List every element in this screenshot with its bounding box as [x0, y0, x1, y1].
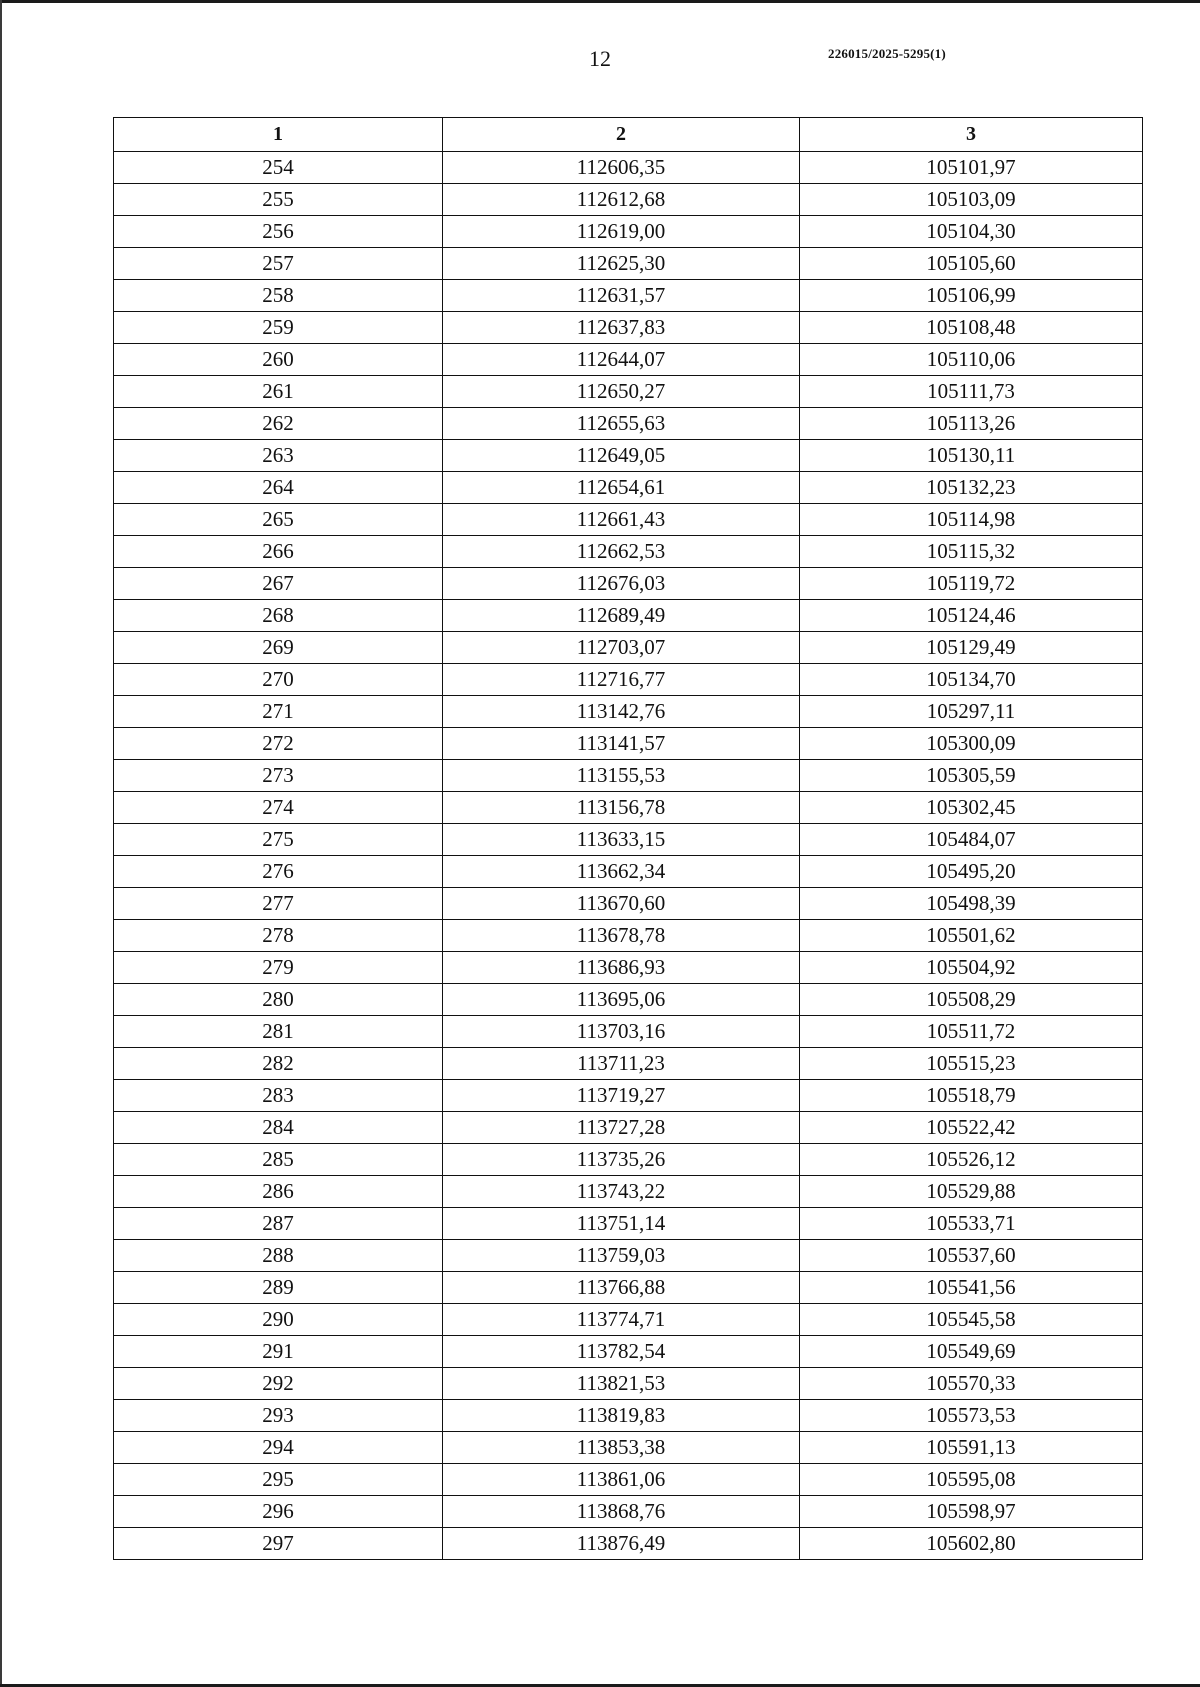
- coordinate-y-cell: 105113,26: [800, 408, 1143, 440]
- coordinate-x-cell: 112655,63: [443, 408, 800, 440]
- coordinate-x-cell: 112654,61: [443, 472, 800, 504]
- coordinate-y-cell: 105132,23: [800, 472, 1143, 504]
- coordinate-x-cell: 113735,26: [443, 1144, 800, 1176]
- point-number-cell: 260: [114, 344, 443, 376]
- coordinate-x-cell: 113861,06: [443, 1464, 800, 1496]
- point-number-cell: 293: [114, 1400, 443, 1432]
- table-row: [114, 1112, 1143, 1144]
- coordinate-x-cell: 113782,54: [443, 1336, 800, 1368]
- coordinate-x-cell: 113876,49: [443, 1528, 800, 1560]
- coordinate-y-cell: 105297,11: [800, 696, 1143, 728]
- coordinate-y-cell: 105570,33: [800, 1368, 1143, 1400]
- coordinate-x-cell: 112606,35: [443, 152, 800, 184]
- coordinate-y-cell: 105522,42: [800, 1112, 1143, 1144]
- table-row: [114, 600, 1143, 632]
- table-row: [114, 1048, 1143, 1080]
- table-row: [114, 280, 1143, 312]
- table-row: [114, 792, 1143, 824]
- page-number: 12: [589, 46, 611, 71]
- table-row: [114, 504, 1143, 536]
- coordinate-y-cell: 105573,53: [800, 1400, 1143, 1432]
- coordinates-table: [113, 117, 1143, 1560]
- table-row: [114, 376, 1143, 408]
- coordinate-y-cell: 105484,07: [800, 824, 1143, 856]
- coordinate-y-cell: 105511,72: [800, 1016, 1143, 1048]
- table-row: [114, 1272, 1143, 1304]
- point-number-cell: 287: [114, 1208, 443, 1240]
- point-number-cell: 275: [114, 824, 443, 856]
- point-number-cell: 295: [114, 1464, 443, 1496]
- point-number-cell: 265: [114, 504, 443, 536]
- coordinate-x-cell: 113662,34: [443, 856, 800, 888]
- coordinate-y-cell: 105114,98: [800, 504, 1143, 536]
- coordinate-y-cell: 105111,73: [800, 376, 1143, 408]
- point-number-cell: 254: [114, 152, 443, 184]
- coordinate-y-cell: 105602,80: [800, 1528, 1143, 1560]
- point-number-cell: 282: [114, 1048, 443, 1080]
- point-number-cell: 268: [114, 600, 443, 632]
- coordinate-y-cell: 105300,09: [800, 728, 1143, 760]
- point-number-cell: 261: [114, 376, 443, 408]
- coordinate-y-cell: 105115,32: [800, 536, 1143, 568]
- coordinate-y-cell: 105545,58: [800, 1304, 1143, 1336]
- table-row: [114, 632, 1143, 664]
- table-row: [114, 568, 1143, 600]
- point-number-cell: 292: [114, 1368, 443, 1400]
- coordinate-y-cell: 105504,92: [800, 952, 1143, 984]
- document-code: 226015/2025-5295(1): [828, 46, 946, 61]
- table-row: [114, 1080, 1143, 1112]
- coordinate-y-cell: 105598,97: [800, 1496, 1143, 1528]
- coordinate-y-cell: 105498,39: [800, 888, 1143, 920]
- coordinate-x-cell: 113766,88: [443, 1272, 800, 1304]
- table-row: [114, 760, 1143, 792]
- point-number-cell: 288: [114, 1240, 443, 1272]
- coordinate-y-cell: 105533,71: [800, 1208, 1143, 1240]
- point-number-cell: 286: [114, 1176, 443, 1208]
- table-row: [114, 184, 1143, 216]
- coordinate-y-cell: 105110,06: [800, 344, 1143, 376]
- point-number-cell: 296: [114, 1496, 443, 1528]
- column-header-3: 3: [800, 118, 1143, 152]
- table-row: [114, 536, 1143, 568]
- coordinate-y-cell: 105103,09: [800, 184, 1143, 216]
- coordinate-x-cell: 112716,77: [443, 664, 800, 696]
- point-number-cell: 285: [114, 1144, 443, 1176]
- coordinate-y-cell: 105119,72: [800, 568, 1143, 600]
- coordinate-y-cell: 105518,79: [800, 1080, 1143, 1112]
- table-row: [114, 1336, 1143, 1368]
- table-row: [114, 216, 1143, 248]
- table-row: [114, 408, 1143, 440]
- coordinate-y-cell: 105104,30: [800, 216, 1143, 248]
- coordinate-x-cell: 113727,28: [443, 1112, 800, 1144]
- table-row: [114, 1208, 1143, 1240]
- coordinate-y-cell: 105537,60: [800, 1240, 1143, 1272]
- coordinate-x-cell: 113686,93: [443, 952, 800, 984]
- point-number-cell: 271: [114, 696, 443, 728]
- point-number-cell: 270: [114, 664, 443, 696]
- point-number-cell: 255: [114, 184, 443, 216]
- table-row: [114, 472, 1143, 504]
- point-number-cell: 281: [114, 1016, 443, 1048]
- column-header-2: 2: [443, 118, 800, 152]
- table-row: [114, 248, 1143, 280]
- table-row: [114, 1400, 1143, 1432]
- table-row: [114, 824, 1143, 856]
- table-row: [114, 1304, 1143, 1336]
- point-number-cell: 283: [114, 1080, 443, 1112]
- coordinate-y-cell: 105105,60: [800, 248, 1143, 280]
- coordinate-x-cell: 112650,27: [443, 376, 800, 408]
- scan-border-left: [0, 0, 2, 1687]
- coordinate-x-cell: 112661,43: [443, 504, 800, 536]
- point-number-cell: 256: [114, 216, 443, 248]
- column-header-1: 1: [114, 118, 443, 152]
- coordinate-x-cell: 112625,30: [443, 248, 800, 280]
- coordinate-x-cell: 113853,38: [443, 1432, 800, 1464]
- table-row: [114, 1528, 1143, 1560]
- table-row: [114, 440, 1143, 472]
- coordinate-y-cell: 105595,08: [800, 1464, 1143, 1496]
- scan-border-top: [0, 0, 1200, 3]
- point-number-cell: 266: [114, 536, 443, 568]
- coordinate-y-cell: 105591,13: [800, 1432, 1143, 1464]
- coordinate-x-cell: 113141,57: [443, 728, 800, 760]
- coordinate-x-cell: 113670,60: [443, 888, 800, 920]
- table-row: [114, 1496, 1143, 1528]
- coordinate-x-cell: 112619,00: [443, 216, 800, 248]
- table-row: [114, 1144, 1143, 1176]
- coordinate-x-cell: 112612,68: [443, 184, 800, 216]
- coordinate-x-cell: 113774,71: [443, 1304, 800, 1336]
- point-number-cell: 291: [114, 1336, 443, 1368]
- point-number-cell: 263: [114, 440, 443, 472]
- coordinate-y-cell: 105124,46: [800, 600, 1143, 632]
- coordinate-x-cell: 113719,27: [443, 1080, 800, 1112]
- point-number-cell: 297: [114, 1528, 443, 1560]
- coordinate-x-cell: 113743,22: [443, 1176, 800, 1208]
- table-row: [114, 696, 1143, 728]
- point-number-cell: 273: [114, 760, 443, 792]
- coordinate-y-cell: 105106,99: [800, 280, 1143, 312]
- coordinate-x-cell: 113155,53: [443, 760, 800, 792]
- table-row: [114, 920, 1143, 952]
- table-row: [114, 952, 1143, 984]
- coordinate-x-cell: 112637,83: [443, 312, 800, 344]
- point-number-cell: 267: [114, 568, 443, 600]
- point-number-cell: 264: [114, 472, 443, 504]
- coordinate-y-cell: 105134,70: [800, 664, 1143, 696]
- coordinate-y-cell: 105508,29: [800, 984, 1143, 1016]
- coordinate-x-cell: 112703,07: [443, 632, 800, 664]
- coordinate-x-cell: 113819,83: [443, 1400, 800, 1432]
- table-body: [114, 152, 1143, 1560]
- coordinate-x-cell: 113142,76: [443, 696, 800, 728]
- table-row: [114, 1016, 1143, 1048]
- point-number-cell: 262: [114, 408, 443, 440]
- coordinate-x-cell: 113711,23: [443, 1048, 800, 1080]
- coordinate-x-cell: 113759,03: [443, 1240, 800, 1272]
- point-number-cell: 269: [114, 632, 443, 664]
- table-row: [114, 344, 1143, 376]
- point-number-cell: 277: [114, 888, 443, 920]
- coordinate-y-cell: 105129,49: [800, 632, 1143, 664]
- coordinate-x-cell: 112676,03: [443, 568, 800, 600]
- table-row: [114, 888, 1143, 920]
- coordinate-x-cell: 112644,07: [443, 344, 800, 376]
- point-number-cell: 294: [114, 1432, 443, 1464]
- coordinate-y-cell: 105495,20: [800, 856, 1143, 888]
- coordinate-x-cell: 113868,76: [443, 1496, 800, 1528]
- coordinate-x-cell: 113156,78: [443, 792, 800, 824]
- point-number-cell: 272: [114, 728, 443, 760]
- coordinate-y-cell: 105305,59: [800, 760, 1143, 792]
- coordinate-x-cell: 112689,49: [443, 600, 800, 632]
- coordinate-x-cell: 113821,53: [443, 1368, 800, 1400]
- coordinate-x-cell: 113703,16: [443, 1016, 800, 1048]
- coordinate-y-cell: 105501,62: [800, 920, 1143, 952]
- table-row: [114, 1432, 1143, 1464]
- table-row: [114, 728, 1143, 760]
- table-row: [114, 1240, 1143, 1272]
- table-row: [114, 152, 1143, 184]
- coordinate-x-cell: 113695,06: [443, 984, 800, 1016]
- table-header: [114, 118, 1143, 152]
- table-header-row: [114, 118, 1143, 152]
- coordinate-y-cell: 105101,97: [800, 152, 1143, 184]
- point-number-cell: 274: [114, 792, 443, 824]
- table-row: [114, 984, 1143, 1016]
- point-number-cell: 290: [114, 1304, 443, 1336]
- coordinate-x-cell: 112662,53: [443, 536, 800, 568]
- point-number-cell: 284: [114, 1112, 443, 1144]
- table-row: [114, 1464, 1143, 1496]
- coordinate-y-cell: 105529,88: [800, 1176, 1143, 1208]
- table-row: [114, 856, 1143, 888]
- point-number-cell: 279: [114, 952, 443, 984]
- point-number-cell: 259: [114, 312, 443, 344]
- coordinate-x-cell: 113678,78: [443, 920, 800, 952]
- point-number-cell: 280: [114, 984, 443, 1016]
- coordinate-y-cell: 105515,23: [800, 1048, 1143, 1080]
- coordinate-y-cell: 105549,69: [800, 1336, 1143, 1368]
- coordinate-x-cell: 112631,57: [443, 280, 800, 312]
- point-number-cell: 278: [114, 920, 443, 952]
- table-row: [114, 1176, 1143, 1208]
- table-row: [114, 664, 1143, 696]
- point-number-cell: 258: [114, 280, 443, 312]
- coordinate-y-cell: 105302,45: [800, 792, 1143, 824]
- coordinate-y-cell: 105130,11: [800, 440, 1143, 472]
- coordinate-y-cell: 105108,48: [800, 312, 1143, 344]
- coordinate-x-cell: 113751,14: [443, 1208, 800, 1240]
- table-row: [114, 312, 1143, 344]
- table-row: [114, 1368, 1143, 1400]
- coordinate-x-cell: 112649,05: [443, 440, 800, 472]
- point-number-cell: 276: [114, 856, 443, 888]
- coordinate-x-cell: 113633,15: [443, 824, 800, 856]
- coordinate-y-cell: 105526,12: [800, 1144, 1143, 1176]
- coordinate-y-cell: 105541,56: [800, 1272, 1143, 1304]
- point-number-cell: 257: [114, 248, 443, 280]
- point-number-cell: 289: [114, 1272, 443, 1304]
